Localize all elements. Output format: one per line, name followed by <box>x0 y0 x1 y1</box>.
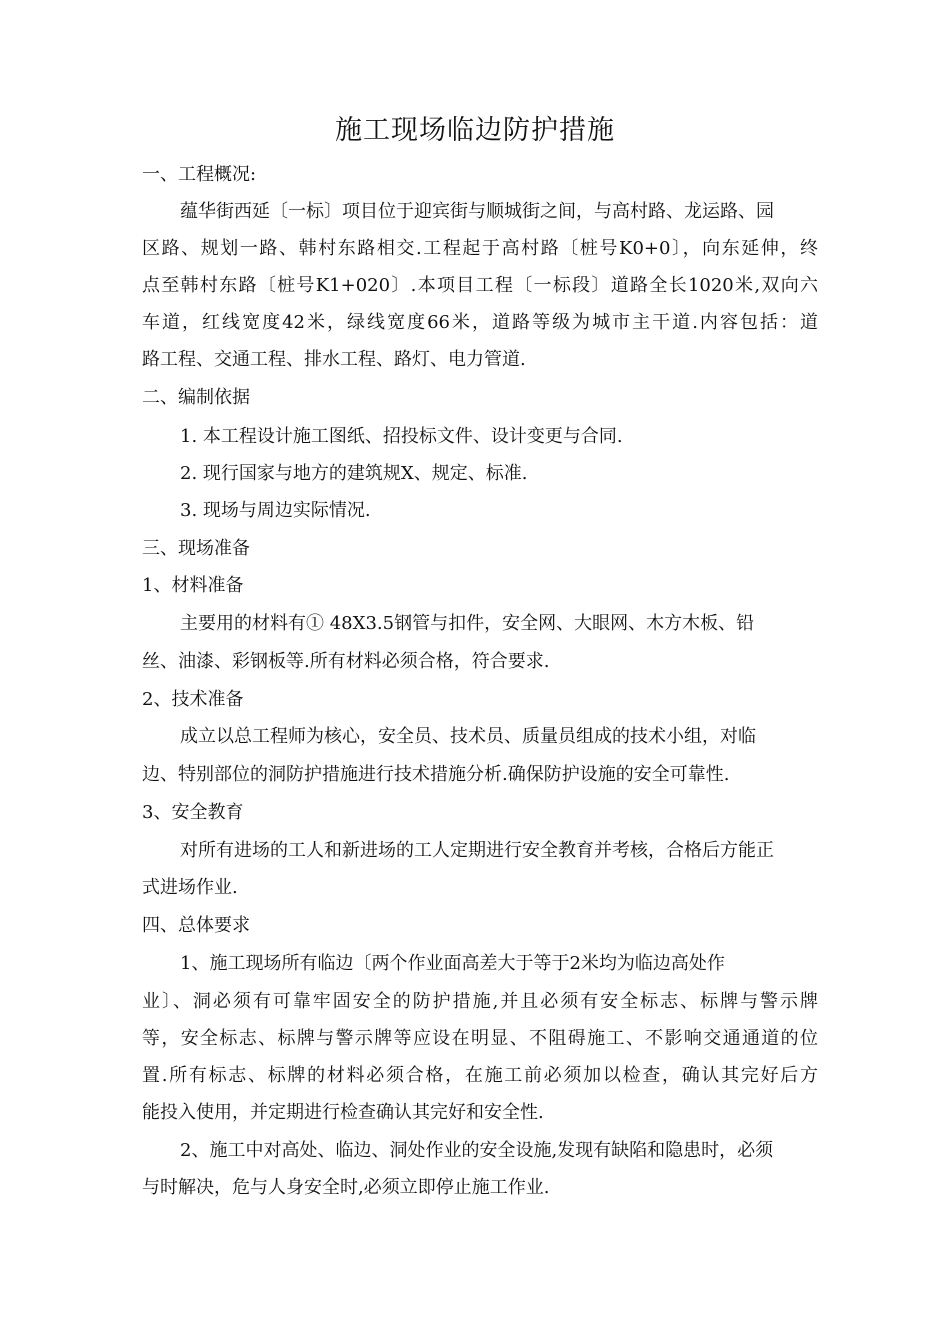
paragraph-line: 能投入使用，并定期进行检查确认其完好和安全性. <box>142 1102 544 1123</box>
document-title: 施工现场临边防护措施 <box>335 115 615 146</box>
list-item: 2. 现行国家与地方的建筑规X、规定、标准. <box>180 463 528 484</box>
paragraph-line: 边、特别部位的洞防护措施进行技术措施分析.确保防护设施的安全可靠性. <box>142 764 730 785</box>
paragraph-line: 等，安全标志、标牌与警示牌等应设在明显、不阻碍施工、不影响交通通道的位 <box>142 1028 818 1049</box>
paragraph-line: 路工程、交通工程、排水工程、路灯、电力管道. <box>142 349 526 370</box>
section-heading-overview: 一、工程概况: <box>142 164 257 185</box>
paragraph-line: 式进场作业. <box>142 877 238 898</box>
paragraph-line: 与时解决，危与人身安全时,必须立即停止施工作业. <box>142 1177 550 1198</box>
paragraph-line: 成立以总工程师为核心，安全员、技术员、质量员组成的技术小组，对临 <box>180 726 756 747</box>
subsection-heading-technical: 2、技术准备 <box>142 689 244 710</box>
paragraph-line: 2、施工中对高处、临边、洞处作业的安全设施,发现有缺陷和隐患时，必须 <box>180 1140 774 1161</box>
section-heading-requirements: 四、总体要求 <box>142 915 250 936</box>
subsection-heading-materials: 1、材料准备 <box>142 575 244 596</box>
list-item: 3. 现场与周边实际情况. <box>180 500 371 521</box>
section-heading-preparation: 三、现场准备 <box>142 538 250 559</box>
section-heading-basis: 二、编制依据 <box>142 387 250 408</box>
paragraph-line: 业〕、洞必须有可靠牢固安全的防护措施,并且必须有安全标志、标牌与警示牌 <box>142 991 818 1012</box>
paragraph-line: 蕴华街西延〔一标〕项目位于迎宾街与顺城街之间，与高村路、龙运路、园 <box>180 201 774 222</box>
paragraph-line: 对所有进场的工人和新进场的工人定期进行安全教育并考核，合格后方能正 <box>180 840 774 861</box>
list-item: 1. 本工程设计施工图纸、招投标文件、设计变更与合同. <box>180 426 623 447</box>
paragraph-line: 点至韩村东路〔桩号K1+020〕.本项目工程〔一标段〕道路全长1020米,双向六 <box>142 275 818 296</box>
paragraph-line: 区路、规划一路、韩村东路相交.工程起于高村路〔桩号K0+0〕，向东延伸，终 <box>142 238 818 259</box>
paragraph-line: 置.所有标志、标牌的材料必须合格，在施工前必须加以检查，确认其完好后方 <box>142 1065 818 1086</box>
paragraph-line: 1、施工现场所有临边〔两个作业面高差大于等于2米均为临边高处作 <box>180 953 725 974</box>
paragraph-line: 丝、油漆、彩钢板等.所有材料必须合格，符合要求. <box>142 651 550 672</box>
paragraph-line: 主要用的材料有① 48X3.5钢管与扣件，安全网、大眼网、木方木板、铅 <box>180 613 755 634</box>
paragraph-line: 车道，红线宽度42米，绿线宽度66米，道路等级为城市主干道.内容包括：道 <box>142 312 818 333</box>
subsection-heading-safety-education: 3、安全教育 <box>142 802 244 823</box>
